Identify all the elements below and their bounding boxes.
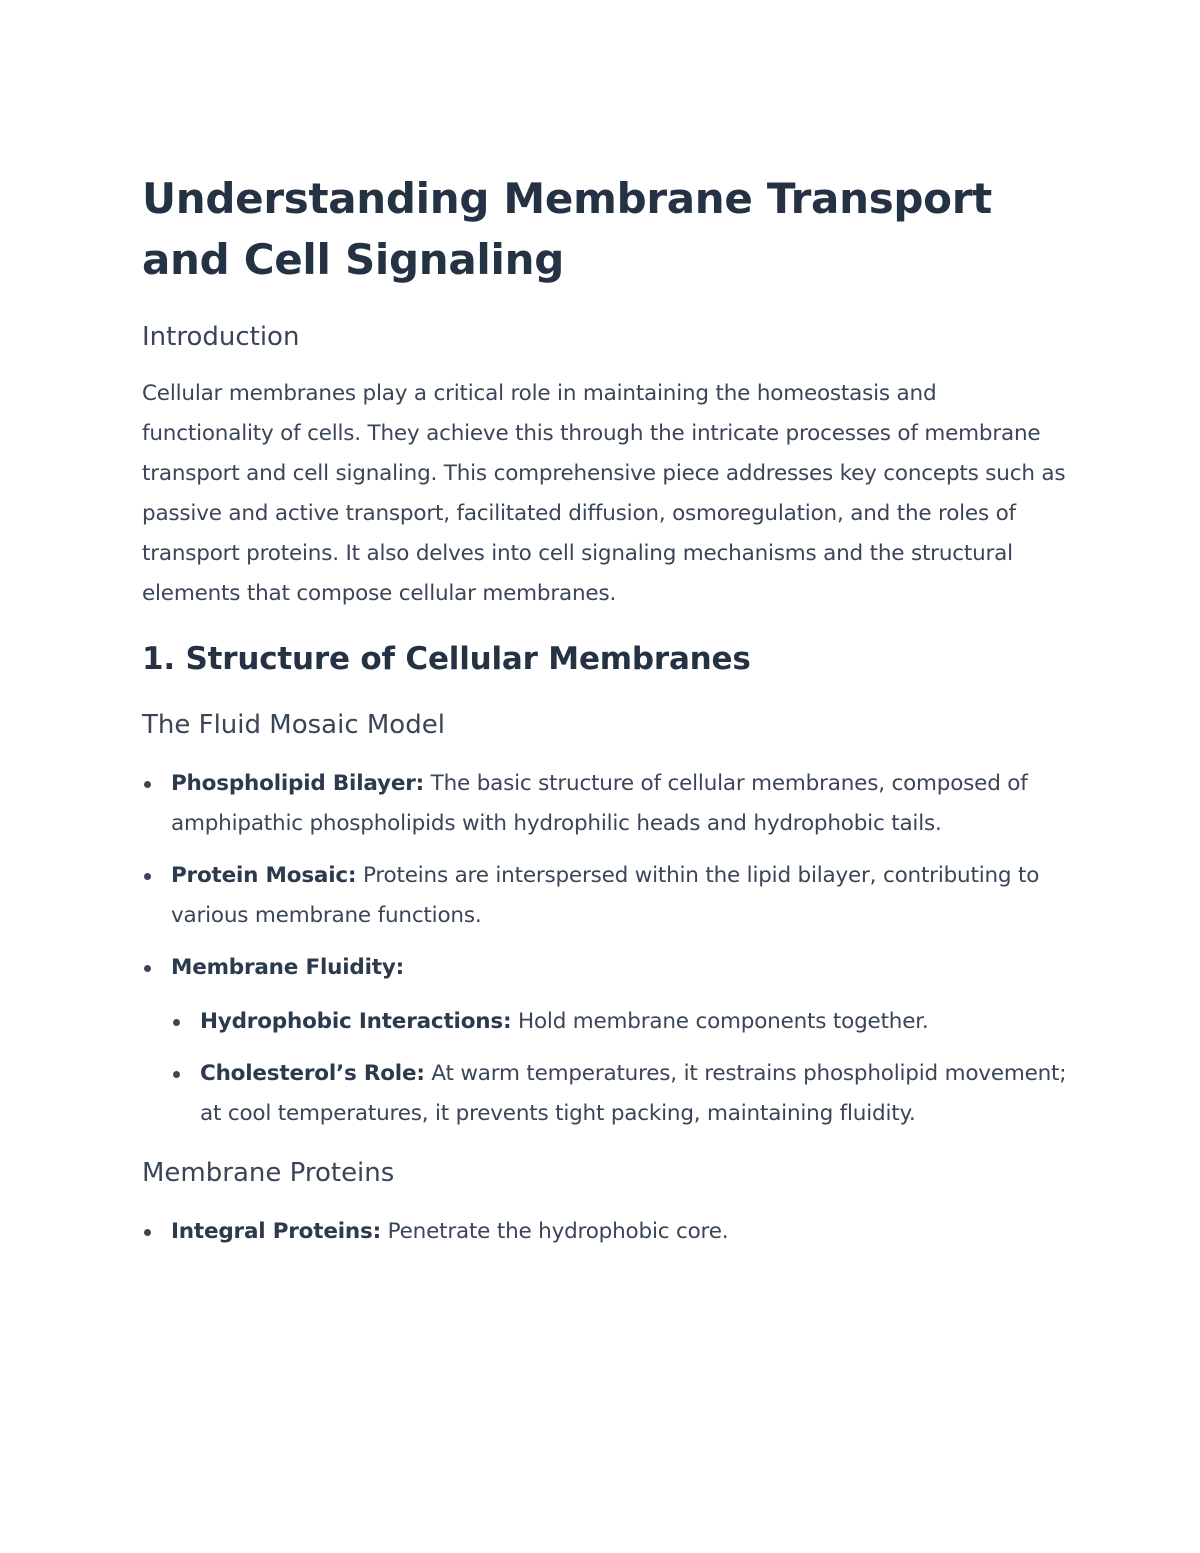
list-item: [142, 1212, 1072, 1252]
list-item: [142, 856, 1072, 936]
list-item-text: The basic structure of cellular membranes, composed of amphipathic phospholipids with hydrophilic heads and hydrophobic tails.: [171, 771, 1028, 836]
bullet-icon: [144, 1229, 151, 1236]
list-item-text: Proteins are interspersed within the lipid bilayer, contributing to various membrane functions.: [171, 863, 1040, 928]
bullet-icon: [144, 781, 151, 788]
bullet-icon: [173, 1019, 180, 1026]
fluid-mosaic-list: [142, 764, 1072, 1134]
document-page: [142, 168, 1072, 1252]
list-item: [171, 1054, 1072, 1134]
list-item-term: Membrane Fluidity:: [171, 955, 405, 980]
intro-paragraph: Cellular membranes play a critical role in maintaining the homeostasis and functionality of cells. They achieve this through the intricate processes of membrane transport and cell signaling. This comprehensive piece addresses key concepts such as passive and active transport, facilitated diffusion, osmoregulation, and the roles of transport proteins. It also delves into cell signaling mechanisms and the structural elements that compose cellular membranes.: [142, 381, 1066, 606]
intro-heading: Introduction: [142, 322, 300, 352]
list-item-text: At warm temperatures, it restrains phospholipid movement; at cool temperatures, it prevents tight packing, maintaining fluidity.: [200, 1061, 1067, 1126]
list-item-term: Cholesterol’s Role:: [200, 1061, 425, 1086]
list-item-term: Protein Mosaic:: [171, 863, 357, 888]
list-item: [142, 764, 1072, 844]
bullet-icon: [144, 873, 151, 880]
bullet-icon: [144, 965, 151, 972]
membrane-proteins-list: [142, 1212, 1072, 1252]
list-item-term: Hydrophobic Interactions:: [200, 1009, 512, 1034]
section-1-heading: 1. Structure of Cellular Membranes: [142, 641, 751, 677]
list-item: [171, 1002, 1072, 1042]
document-title: Understanding Membrane Transport and Cell Signaling: [142, 174, 992, 284]
list-item: [142, 948, 1072, 1134]
list-item-text: Hold membrane components together.: [511, 1009, 929, 1034]
membrane-proteins-heading: Membrane Proteins: [142, 1158, 395, 1188]
list-item-term: Integral Proteins:: [171, 1219, 381, 1244]
fluidity-sublist: [171, 1002, 1072, 1134]
list-item-text: Penetrate the hydrophobic core.: [380, 1219, 729, 1244]
list-item-term: Phospholipid Bilayer:: [171, 771, 425, 796]
fluid-mosaic-heading: The Fluid Mosaic Model: [142, 710, 445, 740]
bullet-icon: [173, 1071, 180, 1078]
